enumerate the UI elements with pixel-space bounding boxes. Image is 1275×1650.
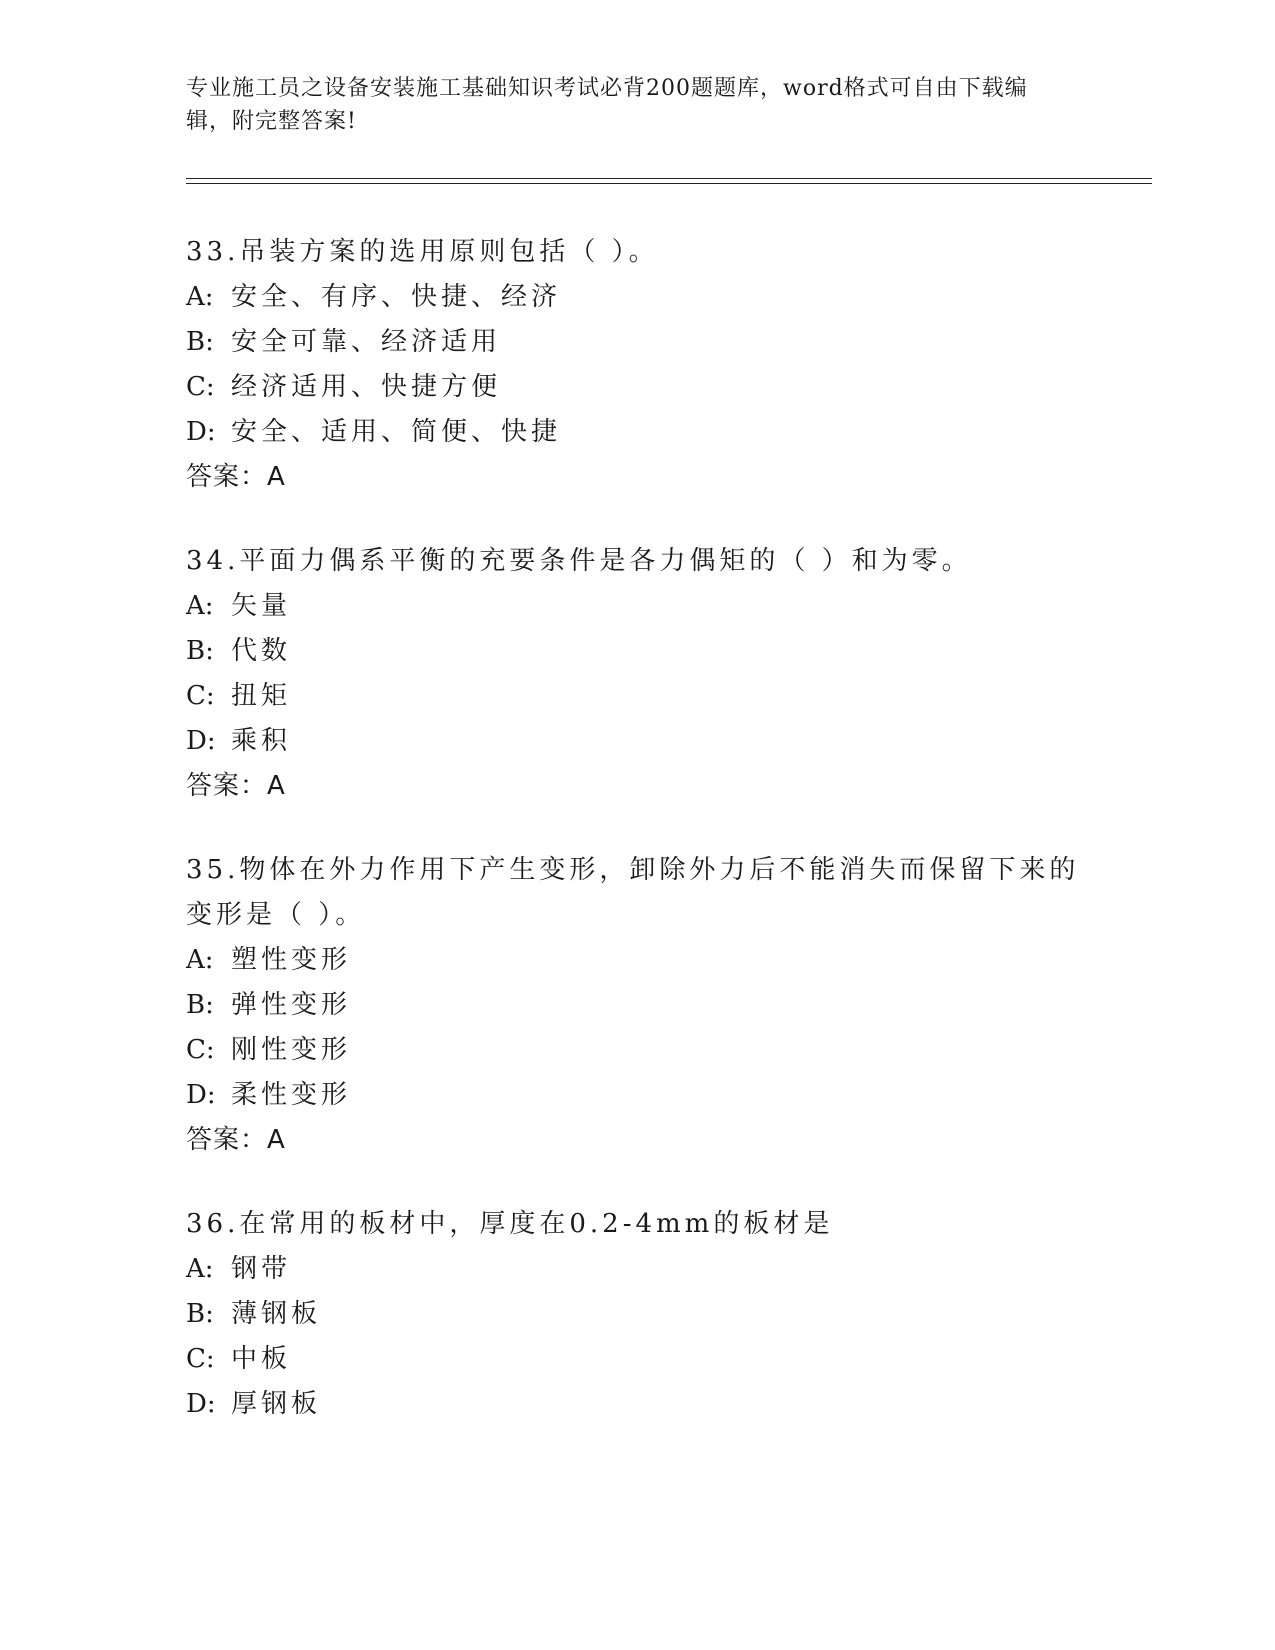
answer-line: 答案：A	[186, 771, 286, 801]
option-d	[186, 1382, 1086, 1427]
option-letter: C:	[186, 681, 215, 711]
option-letter: B:	[186, 327, 214, 357]
option-text: 安全可靠、经济适用	[231, 327, 502, 357]
option-letter: D:	[186, 1389, 216, 1419]
option-letter: A:	[186, 591, 214, 621]
answer-line: 答案：A	[186, 462, 286, 492]
header-divider-top	[186, 178, 1152, 179]
question-36	[186, 1202, 1086, 1427]
option-text: 柔性变形	[231, 1080, 352, 1110]
question-34	[186, 539, 1086, 809]
option-text: 薄钢板	[231, 1299, 322, 1329]
question-33	[186, 230, 1086, 500]
header-divider-bottom	[186, 183, 1152, 184]
option-text: 弹性变形	[231, 990, 352, 1020]
question-stem: 35.物体在外力作用下产生变形，卸除外力后不能消失而保留下来的变形是（ ）。	[186, 855, 1080, 930]
option-text: 中板	[231, 1344, 292, 1374]
option-b	[186, 629, 1086, 674]
option-c	[186, 1337, 1086, 1382]
option-text: 扭矩	[231, 681, 292, 711]
option-letter: B:	[186, 1299, 214, 1329]
option-c	[186, 365, 1086, 410]
option-text: 钢带	[231, 1254, 292, 1284]
option-letter: B:	[186, 636, 214, 666]
option-text: 代数	[231, 636, 292, 666]
option-d	[186, 410, 1086, 455]
option-text: 矢量	[231, 591, 292, 621]
question-35	[186, 848, 1086, 1163]
option-text: 乘积	[231, 726, 292, 756]
answer-line: 答案：A	[186, 1125, 286, 1155]
option-text: 厚钢板	[231, 1389, 322, 1419]
question-stem: 33.吊装方案的选用原则包括（ ）。	[186, 237, 659, 267]
option-letter: C:	[186, 372, 215, 402]
document-header: 专业施工员之设备安装施工基础知识考试必背200题题库，word格式可自由下载编辑，附完整答案!	[186, 76, 1028, 134]
option-a	[186, 938, 1086, 983]
option-letter: D:	[186, 1080, 216, 1110]
option-letter: A:	[186, 282, 214, 312]
option-a	[186, 275, 1086, 320]
option-b	[186, 320, 1086, 365]
option-letter: A:	[186, 1254, 214, 1284]
option-letter: D:	[186, 726, 216, 756]
option-a	[186, 1247, 1086, 1292]
option-letter: B:	[186, 990, 214, 1020]
option-a	[186, 584, 1086, 629]
option-letter: A:	[186, 945, 214, 975]
option-letter: C:	[186, 1035, 215, 1065]
option-text: 经济适用、快捷方便	[231, 372, 502, 402]
option-text: 刚性变形	[231, 1035, 352, 1065]
option-b	[186, 1292, 1086, 1337]
option-text: 塑性变形	[231, 945, 352, 975]
question-stem: 36.在常用的板材中，厚度在0.2-4mm的板材是	[186, 1209, 834, 1239]
option-c	[186, 674, 1086, 719]
option-letter: C:	[186, 1344, 215, 1374]
option-d	[186, 1073, 1086, 1118]
option-letter: D:	[186, 417, 216, 447]
question-stem: 34.平面力偶系平衡的充要条件是各力偶矩的（ ）和为零。	[186, 546, 972, 576]
option-text: 安全、有序、快捷、经济	[231, 282, 562, 312]
option-text: 安全、适用、简便、快捷	[231, 417, 562, 447]
option-b	[186, 983, 1086, 1028]
question-list	[186, 230, 1086, 1466]
option-d	[186, 719, 1086, 764]
option-c	[186, 1028, 1086, 1073]
